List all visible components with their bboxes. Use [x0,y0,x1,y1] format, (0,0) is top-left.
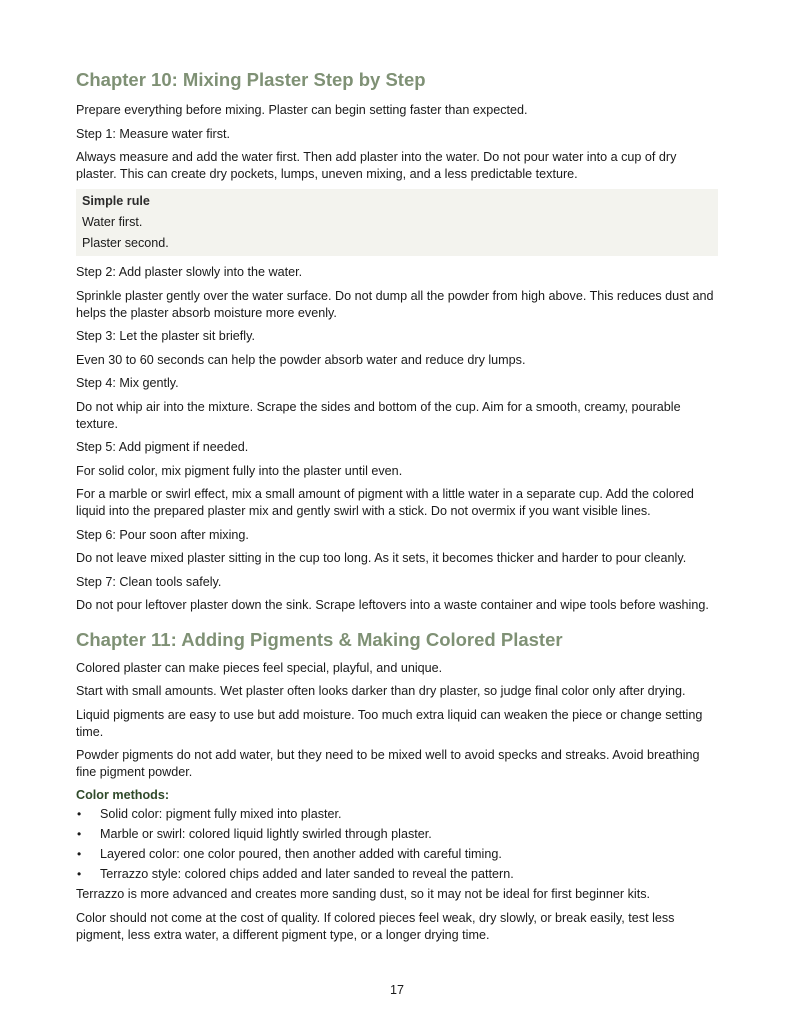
list-item [76,806,718,822]
step-3-body: Even 30 to 60 seconds can help the powder absorb water and reduce dry lumps. [76,352,526,367]
chapter-10-title: Chapter 10: Mixing Plaster Step by Step [76,69,426,90]
step-2-body: Sprinkle plaster gently over the water surface. Do not dump all the powder from high above. This reduces dust and helps the plaster absorb moisture more evenly. [76,288,714,320]
list-item [76,846,718,862]
bullet-icon: • [77,847,82,862]
step-7-body: Do not pour leftover plaster down the sink. Scrape leftovers into a waste container and wipe tools before washing. [76,598,709,613]
chapter-10-intro: Prepare everything before mixing. Plaster can begin setting faster than expected. [76,103,528,117]
step-5-body-marble: For a marble or swirl effect, mix a small amount of pigment with a little water in a separate cup. Add the colored liquid into the prepared plaster mix and gently swirl with a stick. Do not overmix if you want visible lines. [76,487,694,518]
step-6-body: Do not leave mixed plaster sitting in the cup too long. As it sets, it becomes thicker and harder to pour cleanly. [76,551,687,566]
list-item-text: Solid color: pigment fully mixed into plaster. [100,807,342,822]
list-item-text: Layered color: one color poured, then another added with careful timing. [100,847,502,862]
step-5-label: Step 5: Add pigment if needed. [76,440,249,455]
bullet-icon: • [77,867,82,882]
bullet-icon: • [77,807,82,822]
step-4-body: Do not whip air into the mixture. Scrape the sides and bottom of the cup. Aim for a smooth, creamy, pourable texture. [76,399,681,431]
bullet-icon: • [77,827,82,842]
chapter-11-paragraph-4: Powder pigments do not add water, but they need to be mixed well to avoid specks and streaks. Avoid breathing fine pigment powder. [76,748,700,779]
step-6-label: Step 6: Pour soon after mixing. [76,527,249,542]
chapter-11-paragraph-3: Liquid pigments are easy to use but add moisture. Too much extra liquid can weaken the piece or change setting time. [76,708,703,739]
callout-line-water: Water first. [82,215,143,230]
chapter-11-paragraph-2: Start with small amounts. Wet plaster often looks darker than dry plaster, so judge final color only after drying. [76,684,686,699]
color-methods-heading: Color methods: [76,788,170,803]
step-5-body-solid: For solid color, mix pigment fully into the plaster until even. [76,463,403,478]
chapter-11-paragraph-1: Colored plaster can make pieces feel special, playful, and unique. [76,660,443,675]
list-item-text: Marble or swirl: colored liquid lightly swirled through plaster. [100,827,432,842]
document-page [76,64,718,950]
step-1-label: Step 1: Measure water first. [76,126,230,141]
chapter-11-paragraph-5: Terrazzo is more advanced and creates more sanding dust, so it may not be ideal for first beginner kits. [76,887,650,902]
color-methods-list [76,806,718,882]
chapter-11-paragraph-6: Color should not come at the cost of quality. If colored pieces feel weak, dry slowly, or break easily, test less pigment, less extra water, a different pigment type, or a longer drying time. [76,911,675,942]
step-2-label: Step 2: Add plaster slowly into the water. [76,265,303,280]
callout-title: Simple rule [82,194,150,209]
list-item [76,866,718,882]
simple-rule-callout [76,189,718,256]
list-item [76,826,718,842]
step-1-body: Always measure and add the water first. Then add plaster into the water. Do not pour water into a cup of dry plaster. This can create dry pockets, lumps, uneven mixing, and a less predictable texture. [76,150,677,181]
step-3-label: Step 3: Let the plaster sit briefly. [76,329,255,344]
callout-line-plaster: Plaster second. [82,236,169,251]
page-number: 17 [389,983,404,997]
step-7-label: Step 7: Clean tools safely. [76,574,222,589]
step-4-label: Step 4: Mix gently. [76,376,179,391]
list-item-text: Terrazzo style: colored chips added and later sanded to reveal the pattern. [100,867,514,882]
chapter-11-title: Chapter 11: Adding Pigments & Making Colored Plaster [76,628,563,650]
